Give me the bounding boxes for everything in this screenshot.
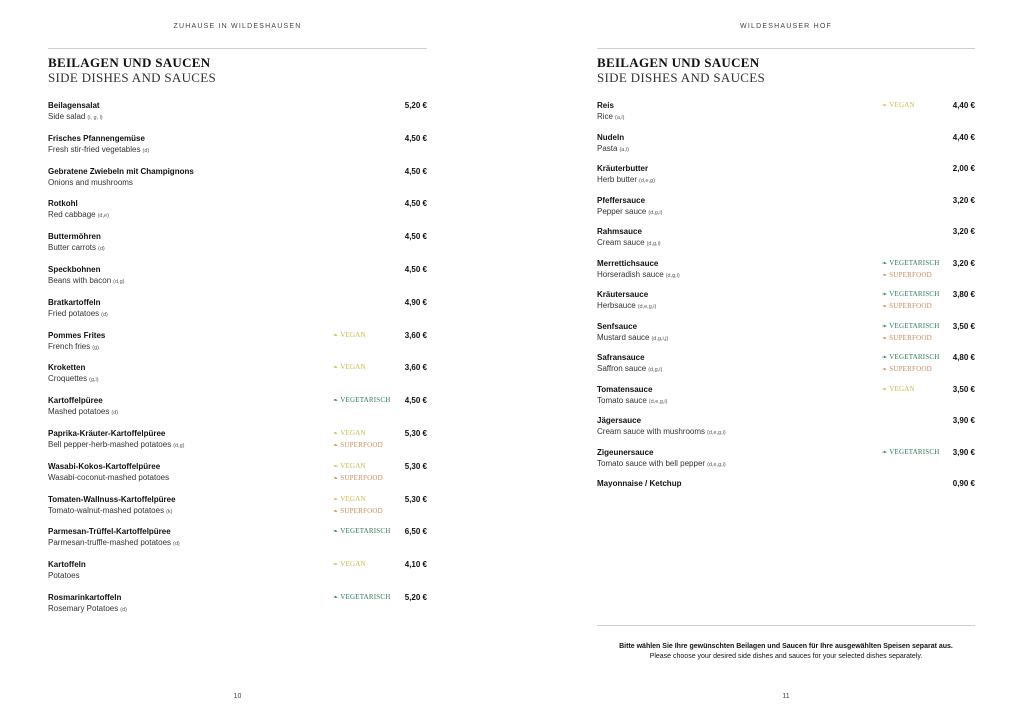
page-title: BEILAGEN UND SAUCEN (48, 55, 211, 70)
item-price: 4,50 € (404, 264, 427, 274)
menu-item (48, 559, 427, 592)
item-allergens: (d,e,g,i) (648, 398, 668, 405)
item-name: Merrettichsauce (597, 258, 659, 268)
item-allergens: (d,e) (97, 213, 109, 220)
item-description (597, 174, 975, 187)
menu-item (48, 133, 427, 166)
item-name: Beilagensalat (48, 101, 100, 110)
item-price: 4,80 € (952, 353, 975, 362)
diet-tag-label: VEGETARISCH (889, 353, 940, 361)
diet-tag-vegan (333, 559, 366, 571)
item-allergens: (d) (111, 410, 119, 417)
leaf-icon: ❧ (333, 463, 339, 470)
item-description-text: Fresh stir-fried vegetables (48, 144, 141, 154)
item-description-text: Potatoes (48, 571, 80, 581)
item-price: 3,20 € (952, 227, 975, 236)
item-description (48, 209, 427, 222)
item-description-text: Butter carrots (48, 243, 97, 253)
item-name: Pfeffersauce (597, 195, 646, 205)
diet-tag-label: VEGETARISCH (889, 258, 940, 267)
menu-item (48, 428, 427, 461)
menu-item (48, 264, 427, 297)
item-name: Zigeunersauce (597, 447, 654, 457)
menu-item (48, 297, 427, 330)
footer-note (597, 642, 975, 662)
item-description-text: Cream sauce (597, 238, 645, 247)
item-description (48, 570, 427, 583)
diet-tag-superfood (333, 506, 383, 518)
leaf-icon: ❧ (882, 367, 888, 373)
leaf-icon: ❧ (333, 508, 339, 515)
item-name: Bratkartoffeln (48, 297, 101, 307)
item-description-text: Tomato sauce (597, 395, 647, 405)
leaf-icon: ❧ (882, 335, 888, 342)
item-description-text: Horseradish sauce (597, 269, 664, 279)
item-description-text: Rosemary Potatoes (48, 603, 119, 613)
item-description (48, 406, 427, 419)
diet-tags (333, 428, 383, 452)
diet-tag-vegan (882, 100, 915, 112)
item-name: Kräutersauce (597, 290, 649, 299)
leaf-icon: ❧ (882, 272, 888, 279)
item-description-text: Red cabbage (48, 210, 96, 220)
leaf-icon: ❧ (333, 529, 339, 536)
diet-tag-vegetarisch (882, 447, 939, 459)
diet-tag-superfood (882, 333, 939, 345)
item-allergens: (a,i) (619, 146, 629, 153)
item-allergens: (d) (98, 246, 105, 253)
item-name: Senfsauce (597, 321, 638, 331)
menu-item (48, 231, 427, 264)
item-description (48, 603, 427, 616)
item-description-text: Onions and mushrooms (48, 177, 133, 187)
item-price: 0,90 € (952, 479, 975, 488)
running-head: ZUHAUSE IN WILDESHAUSEN (173, 23, 302, 30)
item-description (597, 237, 975, 250)
item-name: Rotkohl (48, 199, 78, 209)
item-allergens: (d,e,g,i) (637, 304, 657, 310)
diet-tag-vegan (333, 362, 366, 374)
diet-tag-vegetarisch (333, 592, 390, 604)
item-description (48, 242, 427, 255)
item-name: Kartoffeln (48, 560, 86, 570)
diet-tag-superfood (333, 440, 383, 452)
menu-item (597, 478, 975, 510)
divider (597, 48, 975, 49)
leaf-icon: ❧ (882, 260, 888, 267)
menu-item (48, 166, 427, 199)
diet-tag-label: VEGAN (889, 101, 915, 109)
item-price: 4,50 € (404, 133, 427, 143)
diet-tag-vegan (333, 494, 383, 506)
page-number: 10 (233, 693, 242, 700)
item-description-text: Fried potatoes (48, 308, 100, 318)
diet-tag-label: VEGETARISCH (340, 527, 391, 536)
diet-tag-label: VEGETARISCH (889, 321, 940, 330)
item-price: 5,20 € (404, 101, 427, 110)
menu-item (48, 592, 427, 625)
item-name: Mayonnaise / Ketchup (597, 479, 682, 488)
menu-item (48, 461, 427, 494)
item-price: 3,90 € (952, 416, 975, 425)
item-allergens: (g,i) (89, 377, 99, 384)
leaf-icon: ❧ (882, 292, 888, 298)
item-price: 2,00 € (952, 164, 975, 173)
item-price: 3,80 € (952, 290, 975, 299)
item-description-text: Mustard sauce (597, 332, 650, 342)
item-price: 3,50 € (952, 384, 975, 394)
leaf-icon: ❧ (333, 332, 339, 339)
item-price: 3,20 € (952, 195, 975, 205)
diet-tags (882, 447, 939, 459)
item-price: 4,40 € (952, 101, 975, 110)
diet-tag-vegetarisch (882, 352, 939, 364)
item-description-text: Herb butter (597, 175, 638, 184)
item-description (48, 144, 427, 157)
item-price: 3,60 € (404, 330, 427, 340)
menu-list (597, 100, 975, 510)
diet-tag-label: VEGAN (340, 363, 366, 372)
diet-tag-label: VEGAN (340, 428, 366, 437)
page-subtitle: SIDE DISHES AND SAUCES (597, 70, 766, 85)
diet-tag-label: SUPERFOOD (889, 270, 932, 279)
item-price: 6,50 € (404, 527, 427, 537)
leaf-icon: ❧ (882, 355, 888, 361)
item-price: 5,30 € (404, 494, 427, 504)
item-allergens: (d,e,g,i) (707, 461, 726, 468)
diet-tags (882, 352, 939, 376)
leaf-icon: ❧ (333, 475, 339, 482)
item-description-text: Mashed potatoes (48, 407, 110, 417)
item-description (597, 395, 975, 408)
item-price: 5,30 € (404, 461, 427, 471)
item-allergens: (d) (101, 311, 108, 318)
diet-tags (333, 526, 390, 538)
item-price: 4,10 € (404, 560, 427, 570)
leaf-icon: ❧ (333, 398, 339, 405)
diet-tags (882, 321, 939, 345)
item-description (48, 341, 427, 354)
item-description-text: Tomato-walnut-mashed potatoes (48, 505, 165, 515)
menu-list (48, 100, 427, 625)
diet-tag-label: VEGAN (340, 330, 366, 339)
diet-tags (333, 592, 390, 604)
item-description-text: Wasabi-coconut-mashed potatoes (48, 472, 170, 482)
item-price: 5,20 € (404, 592, 427, 602)
diet-tags (882, 258, 939, 282)
diet-tag-label: SUPERFOOD (340, 506, 383, 515)
item-allergens: (d,g,i) (648, 367, 663, 373)
item-name: Kräuterbutter (597, 164, 649, 173)
diet-tag-label: SUPERFOOD (889, 302, 932, 310)
diet-tags (333, 461, 383, 485)
menu-item (597, 321, 975, 353)
item-description (597, 206, 975, 219)
leaf-icon: ❧ (882, 103, 888, 109)
menu-item (597, 195, 975, 227)
diet-tags (882, 384, 915, 396)
leaf-icon: ❧ (882, 449, 888, 456)
leaf-icon: ❧ (333, 365, 339, 372)
item-description-text: Beans with bacon (48, 275, 112, 285)
diet-tag-label: SUPERFOOD (889, 333, 932, 342)
leaf-icon: ❧ (333, 594, 339, 601)
item-description-text: Croquettes (48, 374, 88, 384)
item-name: Parmesan-Trüffel-Kartoffelpüree (48, 527, 171, 537)
footer-note-de: Bitte wählen Sie Ihre gewünschten Beilagen und Saucen für Ihre ausgewählten Speisen separat aus. (619, 643, 953, 650)
diet-tag-vegan (333, 428, 383, 440)
diet-tag-label: VEGETARISCH (340, 592, 391, 601)
item-name: Tomatensauce (597, 384, 653, 394)
item-description (597, 143, 975, 156)
item-price: 3,90 € (952, 447, 975, 457)
item-price: 4,40 € (952, 132, 975, 142)
item-name: Kroketten (48, 363, 86, 373)
item-name: Rahmsauce (597, 227, 642, 236)
item-name: Rosmarinkartoffeln (48, 592, 122, 602)
diet-tag-vegetarisch (882, 289, 939, 301)
leaf-icon: ❧ (882, 386, 888, 393)
item-description (597, 111, 975, 124)
right-page (597, 0, 975, 724)
item-allergens: (d,g) (173, 442, 185, 449)
item-description (48, 177, 427, 190)
left-page (48, 0, 427, 724)
item-name: Tomaten-Wallnuss-Kartoffelpüree (48, 494, 176, 504)
leaf-icon: ❧ (333, 430, 339, 437)
item-description-text: Cream sauce with mushrooms (597, 427, 706, 436)
item-allergens: (a,i) (615, 115, 625, 121)
item-allergens: (d,e,g) (639, 178, 655, 184)
item-allergens: (d,g,i) (665, 272, 680, 279)
item-price: 3,60 € (404, 363, 427, 373)
item-description (48, 373, 427, 386)
diet-tag-vegetarisch (333, 526, 390, 538)
diet-tag-vegan (882, 384, 915, 396)
item-name: Jägersauce (597, 416, 642, 425)
diet-tag-superfood (882, 270, 939, 282)
item-price: 4,50 € (404, 199, 427, 209)
menu-item (597, 226, 975, 258)
diet-tags (333, 330, 366, 342)
item-allergens: (k) (166, 508, 173, 515)
item-allergens: (d,g,i,j) (651, 335, 669, 342)
menu-item (597, 132, 975, 164)
diet-tag-vegetarisch (882, 258, 939, 270)
menu-item (597, 447, 975, 479)
menu-item (48, 526, 427, 559)
item-name: Paprika-Kräuter-Kartoffelpüree (48, 428, 166, 438)
running-head: WILDESHAUSER HOF (740, 23, 832, 30)
menu-item (597, 384, 975, 416)
item-price: 3,50 € (952, 321, 975, 331)
menu-item (597, 258, 975, 290)
menu-item (597, 100, 975, 132)
item-allergens: (d,e,g,i) (707, 430, 726, 436)
leaf-icon: ❧ (882, 323, 888, 330)
menu-item (48, 494, 427, 527)
diet-tag-label: VEGAN (340, 560, 366, 569)
item-description-text: Herbsauce (597, 301, 636, 310)
divider (48, 48, 427, 49)
item-description-text: Pasta (597, 143, 618, 153)
diet-tag-label: VEGAN (340, 461, 366, 470)
menu-item (597, 289, 975, 321)
item-name: Wasabi-Kokos-Kartoffelpüree (48, 461, 161, 471)
diet-tags (333, 494, 383, 518)
diet-tag-vegetarisch (333, 395, 390, 407)
diet-tag-label: SUPERFOOD (340, 473, 383, 482)
item-description-text: Rice (597, 112, 614, 121)
menu-item (48, 198, 427, 231)
item-description (597, 489, 975, 502)
leaf-icon: ❧ (333, 442, 339, 449)
diet-tag-superfood (882, 301, 939, 313)
item-allergens: (d) (142, 147, 150, 154)
menu-item (48, 395, 427, 428)
diet-tag-label: VEGETARISCH (889, 447, 940, 456)
item-description-text: Saffron sauce (597, 364, 647, 373)
leaf-icon: ❧ (882, 304, 888, 310)
item-price: 4,90 € (404, 297, 427, 307)
item-price: 4,50 € (404, 232, 427, 242)
menu-item (48, 362, 427, 395)
item-description-text: Side salad (48, 112, 86, 121)
menu-item (597, 163, 975, 195)
item-name: Frisches Pfannengemüse (48, 133, 145, 143)
item-allergens: (d) (120, 606, 127, 613)
diet-tag-label: VEGETARISCH (340, 396, 391, 405)
item-name: Kartoffelpüree (48, 396, 103, 406)
diet-tags (882, 100, 915, 112)
footer-note-en: Please choose your desired side dishes and sauces for your selected dishes separately. (649, 653, 923, 660)
diet-tag-superfood (333, 473, 383, 485)
item-name: Pommes Frites (48, 330, 106, 340)
diet-tag-superfood (882, 364, 939, 376)
menu-item (48, 330, 427, 363)
diet-tag-vegan (333, 461, 383, 473)
item-description-text: French fries (48, 341, 91, 351)
item-description (597, 458, 975, 471)
diet-tags (333, 559, 366, 571)
divider (597, 625, 975, 626)
leaf-icon: ❧ (333, 496, 339, 503)
item-allergens: (i, g, l) (87, 115, 103, 121)
diet-tag-label: SUPERFOOD (889, 365, 932, 373)
item-name: Nudeln (597, 132, 625, 142)
item-description-text: Pepper sauce (597, 206, 647, 216)
menu-item (597, 415, 975, 447)
item-allergens: (d,g) (113, 278, 125, 285)
diet-tag-vegetarisch (882, 321, 939, 333)
page-title: BEILAGEN UND SAUCEN (597, 55, 760, 70)
item-name: Gebratene Zwiebeln mit Champignons (48, 166, 194, 176)
item-name: Buttermöhren (48, 232, 101, 242)
diet-tag-vegan (333, 330, 366, 342)
item-description-text: Bell pepper-herb-mashed potatoes (48, 439, 172, 449)
item-description (48, 308, 427, 321)
item-description (48, 275, 427, 288)
menu-item (48, 100, 427, 133)
item-name: Safransauce (597, 353, 645, 362)
item-price: 5,30 € (404, 428, 427, 438)
item-price: 4,50 € (404, 396, 427, 406)
item-name: Reis (597, 101, 614, 110)
item-allergens: (g) (92, 344, 99, 351)
diet-tag-label: VEGETARISCH (889, 290, 940, 298)
item-price: 4,50 € (404, 166, 427, 176)
item-allergens: (d) (173, 541, 180, 548)
item-allergens: (d,g,i) (648, 209, 663, 216)
item-description-text: Tomato sauce with bell pepper (597, 458, 706, 468)
page-number: 11 (782, 693, 790, 700)
item-name: Speckbohnen (48, 264, 101, 274)
leaf-icon: ❧ (333, 562, 339, 569)
diet-tags (882, 289, 939, 313)
item-allergens: (d,g,i) (646, 241, 661, 247)
diet-tag-label: VEGAN (889, 384, 915, 393)
item-description-text: Parmesan-truffle-mashed potatoes (48, 538, 172, 548)
diet-tag-label: SUPERFOOD (340, 440, 383, 449)
diet-tag-label: VEGAN (340, 494, 366, 503)
page-subtitle: SIDE DISHES AND SAUCES (48, 70, 217, 85)
item-price: 3,20 € (952, 258, 975, 268)
item-description (48, 111, 427, 124)
item-description (48, 537, 427, 550)
diet-tags (333, 395, 390, 407)
item-description (597, 426, 975, 439)
diet-tags (333, 362, 366, 374)
menu-item (597, 352, 975, 384)
